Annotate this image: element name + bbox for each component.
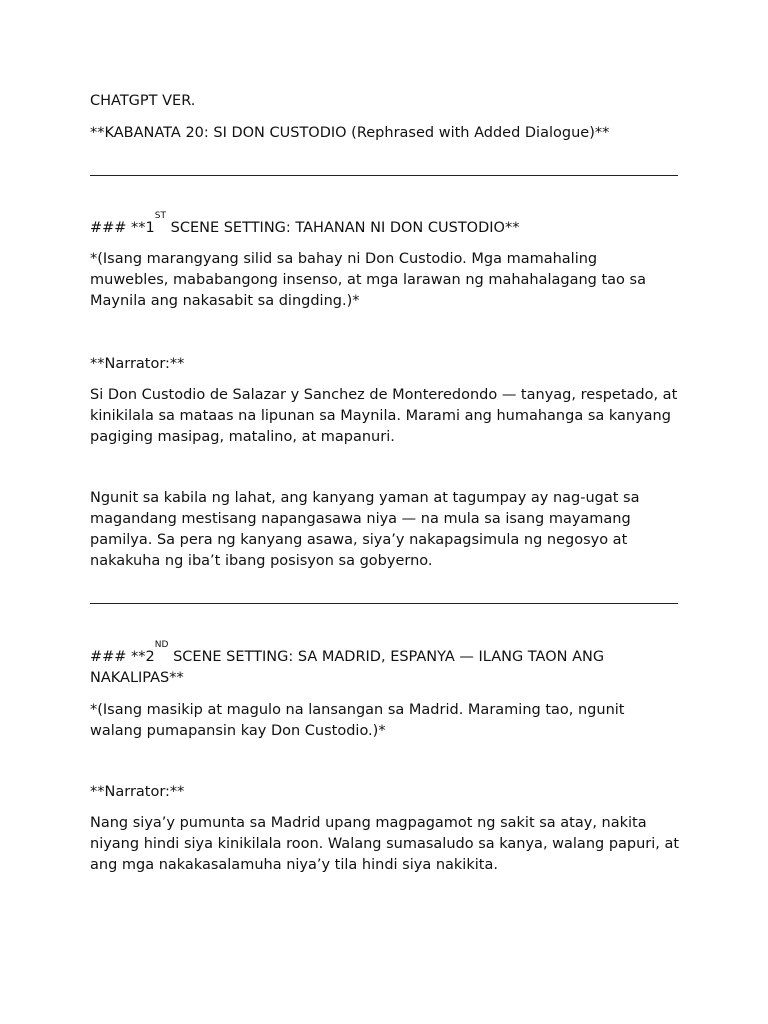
scene-1-heading-ordinal: ST bbox=[154, 211, 167, 221]
scene-1-stage-direction: *(Isang marangyang silid sa bahay ni Don Custodio. Mga mamahaling muwebles, mababangong insenso, at mga larawan ng mahahalagang tao sa Maynila ang nakasabit sa dingding.)* bbox=[90, 251, 646, 309]
scene-2-narration-1: Nang siya’y pumunta sa Madrid upang magpagamot ng sakit sa atay, nakita niyang hindi siya kinikilala roon. Walang sumasaludo sa kanya, walang papuri, at ang mga nakakasalamuha niya’y tila hindi siya nakikita. bbox=[90, 815, 680, 873]
scene-1-narrator-label: **Narrator:** bbox=[90, 356, 185, 372]
scene-2-narrator-label: **Narrator:** bbox=[90, 784, 185, 800]
scene-2-heading bbox=[90, 640, 680, 689]
scene-1-narration-2: Ngunit sa kabila ng lahat, ang kanyang yaman at tagumpay ay nag-ugat sa magandang mestisang napangasawa niya — na mula sa isang mayamang pamilya. Sa pera ng kanyang asawa, siya’y nakapagsimula ng negosyo at nakakuha ng iba’t ibang posisyon sa gobyerno. bbox=[90, 490, 640, 569]
chapter-title: **KABANATA 20: SI DON CUSTODIO (Rephrased with Added Dialogue)** bbox=[90, 125, 610, 141]
scene-1-heading-prefix: ### **1 bbox=[90, 220, 155, 236]
scene-1-narration-1: Si Don Custodio de Salazar y Sanchez de Monteredondo — tanyag, respetado, at kinikilala sa mataas na lipunan sa Maynila. Marami ang humahanga sa kanyang pagiging masipag, matalino, at mapanuri. bbox=[90, 387, 678, 445]
scene-1-heading-rest: SCENE SETTING: TAHANAN NI DON CUSTODIO** bbox=[166, 220, 520, 236]
scene-1-heading bbox=[90, 211, 520, 239]
scene-2-heading-prefix: ### **2 bbox=[90, 649, 155, 665]
scene-2-heading-ordinal: ND bbox=[154, 640, 169, 650]
scene-2-heading-rest: SCENE SETTING: SA MADRID, ESPANYA — ILANG TAON ANG NAKALIPAS** bbox=[90, 649, 605, 686]
section-divider bbox=[90, 175, 678, 176]
section-divider bbox=[90, 603, 678, 604]
version-label: CHATGPT VER. bbox=[90, 93, 196, 109]
scene-2-stage-direction: *(Isang masikip at magulo na lansangan sa Madrid. Maraming tao, ngunit walang pumapansin kay Don Custodio.)* bbox=[90, 702, 625, 739]
